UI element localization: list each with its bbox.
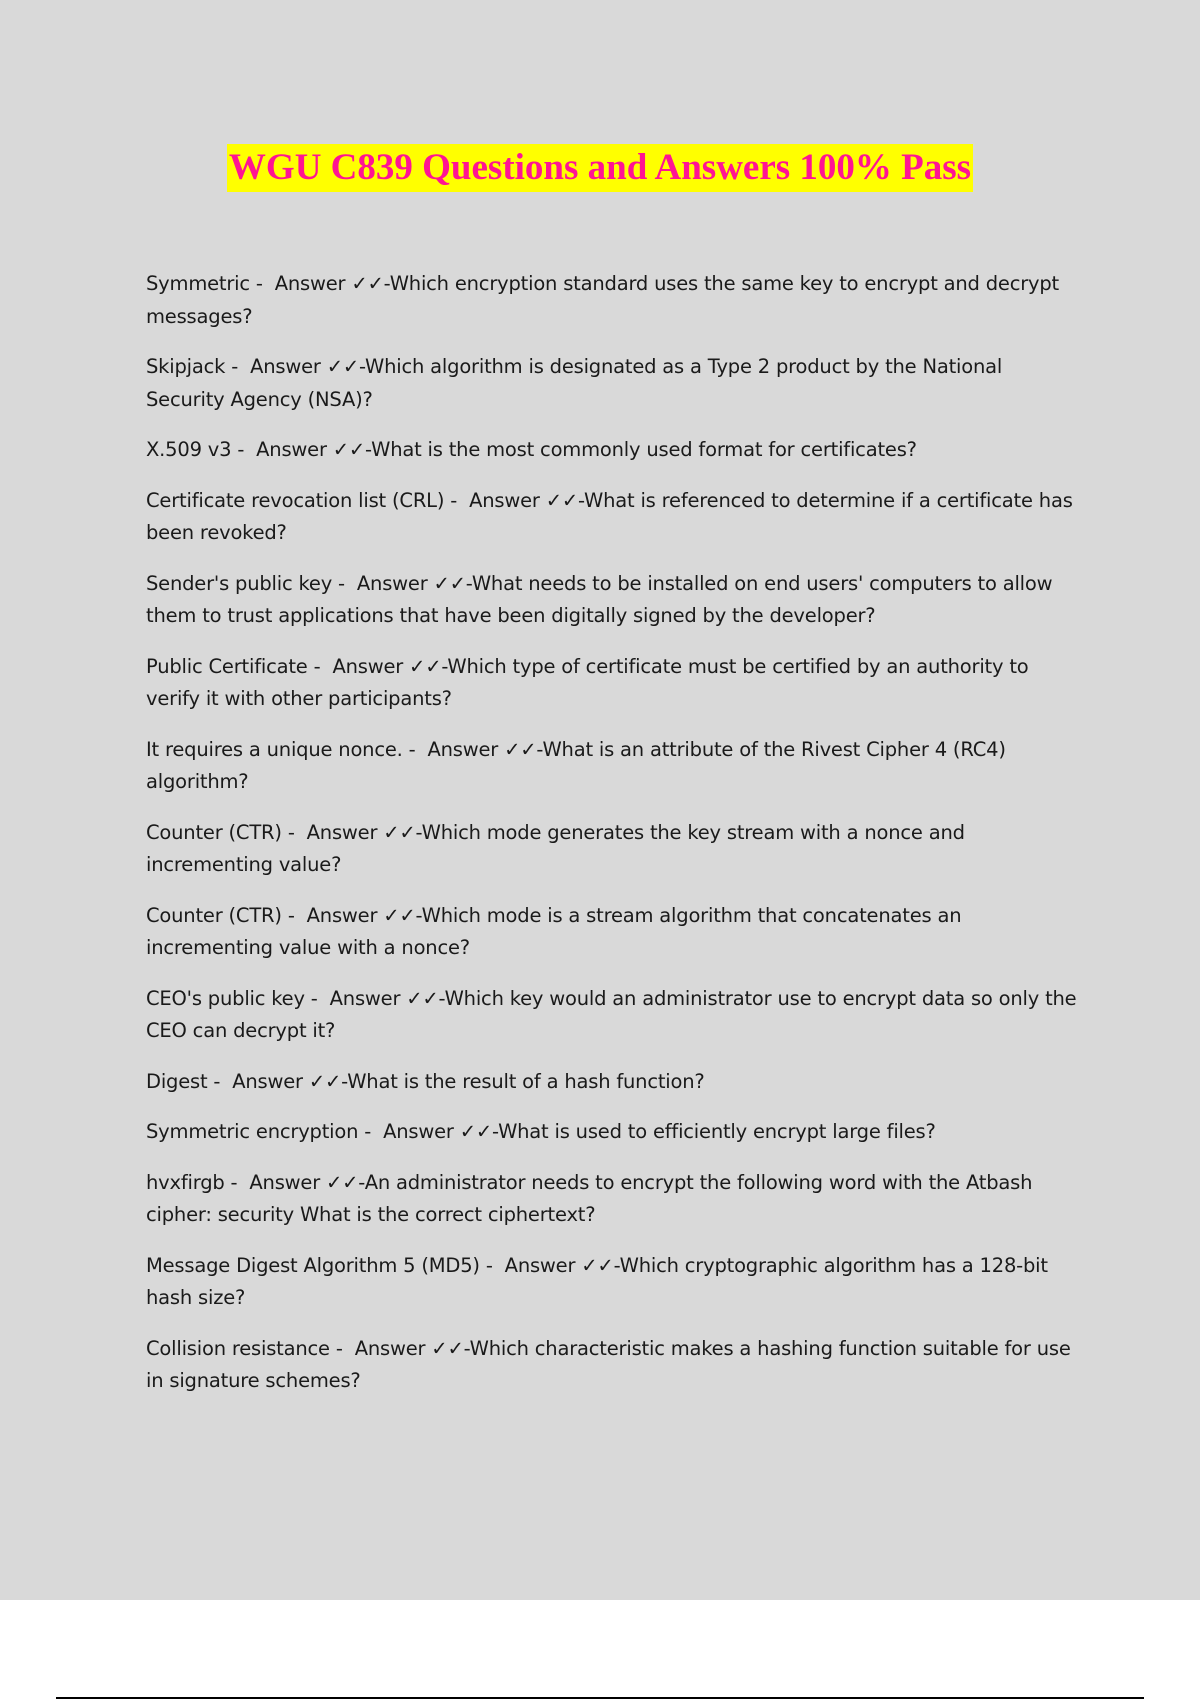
answer-marker: - Answer ✓✓- [402,737,543,761]
qa-list [146,268,1086,1416]
qa-item [146,900,1086,965]
qa-item [146,1116,1086,1149]
qa-question: Which algorithm is designated as a Type 2 product by the National Security Agency (NSA)? [146,355,1009,411]
qa-item [146,983,1086,1048]
qa-question: What needs to be installed on end users' computers to allow them to trust applications that have been digitally signed by the developer? [146,571,1059,627]
answer-marker: - Answer ✓✓- [358,1120,499,1143]
qa-question: What is the most commonly used format for certificates? [371,438,917,461]
answer-marker: - Answer ✓✓- [304,986,445,1010]
qa-item [146,734,1086,799]
qa-question: Which encryption standard uses the same key to encrypt and decrypt messages? [146,272,1065,328]
qa-item [146,651,1086,716]
qa-answer: Counter (CTR) [146,820,282,844]
answer-marker: - Answer ✓✓- [281,903,422,927]
qa-answer: Public Certificate [146,654,308,678]
answer-marker: - Answer ✓✓- [444,488,585,512]
qa-answer: Digest [146,1069,208,1093]
qa-answer: Certificate revocation list (CRL) [146,488,445,512]
qa-answer: Counter (CTR) [146,903,282,927]
qa-answer: X.509 v3 [146,438,232,461]
qa-item [146,351,1086,416]
qa-question: Which key would an administrator use to encrypt data so only the CEO can decrypt it? [146,986,1083,1042]
answer-marker: - Answer ✓✓- [329,1336,470,1360]
answer-marker: - Answer ✓✓- [231,438,372,461]
document-title: WGU C839 Questions and Answers 100% Pass [227,144,973,192]
qa-question: What is used to efficiently encrypt large files? [498,1120,936,1143]
qa-question: Which mode is a stream algorithm that concatenates an incrementing value with a nonce? [146,903,968,959]
qa-item [146,568,1086,633]
qa-item [146,485,1086,550]
qa-question: What is an attribute of the Rivest Cipher 4 (RC4) algorithm? [146,737,1012,793]
answer-marker: - Answer ✓✓- [332,571,472,595]
qa-question: An administrator needs to encrypt the following word with the Atbash cipher: security What is the correct ciphertext? [146,1170,1039,1226]
answer-marker: - Answer ✓✓- [224,1170,365,1194]
qa-question: What is referenced to determine if a certificate has been revoked? [146,488,1079,544]
qa-answer: hvxfirgb [146,1170,225,1194]
answer-marker: - Answer ✓✓- [207,1069,348,1093]
qa-answer: Symmetric encryption [146,1120,359,1143]
answer-marker: - Answer ✓✓- [225,355,366,378]
qa-answer: CEO's public key [146,986,305,1010]
qa-answer: Message Digest Algorithm 5 (MD5) [146,1253,480,1277]
qa-item [146,1167,1086,1232]
qa-question: Which mode generates the key stream with a nonce and incrementing value? [146,820,971,876]
qa-answer: Symmetric [146,272,250,295]
answer-marker: - Answer ✓✓- [307,654,448,678]
qa-item [146,1333,1086,1398]
qa-answer: Collision resistance [146,1336,330,1360]
qa-item [146,434,1086,467]
qa-question: Which cryptographic algorithm has a 128-bit hash size? [146,1253,1054,1309]
qa-item [146,1066,1086,1099]
qa-question: Which characteristic makes a hashing function suitable for use in signature schemes? [146,1336,1077,1392]
qa-answer: Skipjack [146,355,226,378]
bottom-divider [56,1697,1144,1699]
qa-item [146,817,1086,882]
qa-question: What is the result of a hash function? [347,1069,705,1093]
title-container [0,144,1200,192]
qa-answer: Sender's public key [146,571,333,595]
answer-marker: - Answer ✓✓- [281,820,422,844]
answer-marker: - Answer ✓✓- [479,1253,620,1277]
qa-item [146,1250,1086,1315]
answer-marker: - Answer ✓✓- [249,272,390,295]
qa-item [146,268,1086,333]
qa-question: Which type of certificate must be certified by an authority to verify it with other participants? [146,654,1035,710]
qa-answer: It requires a unique nonce. [146,737,403,761]
